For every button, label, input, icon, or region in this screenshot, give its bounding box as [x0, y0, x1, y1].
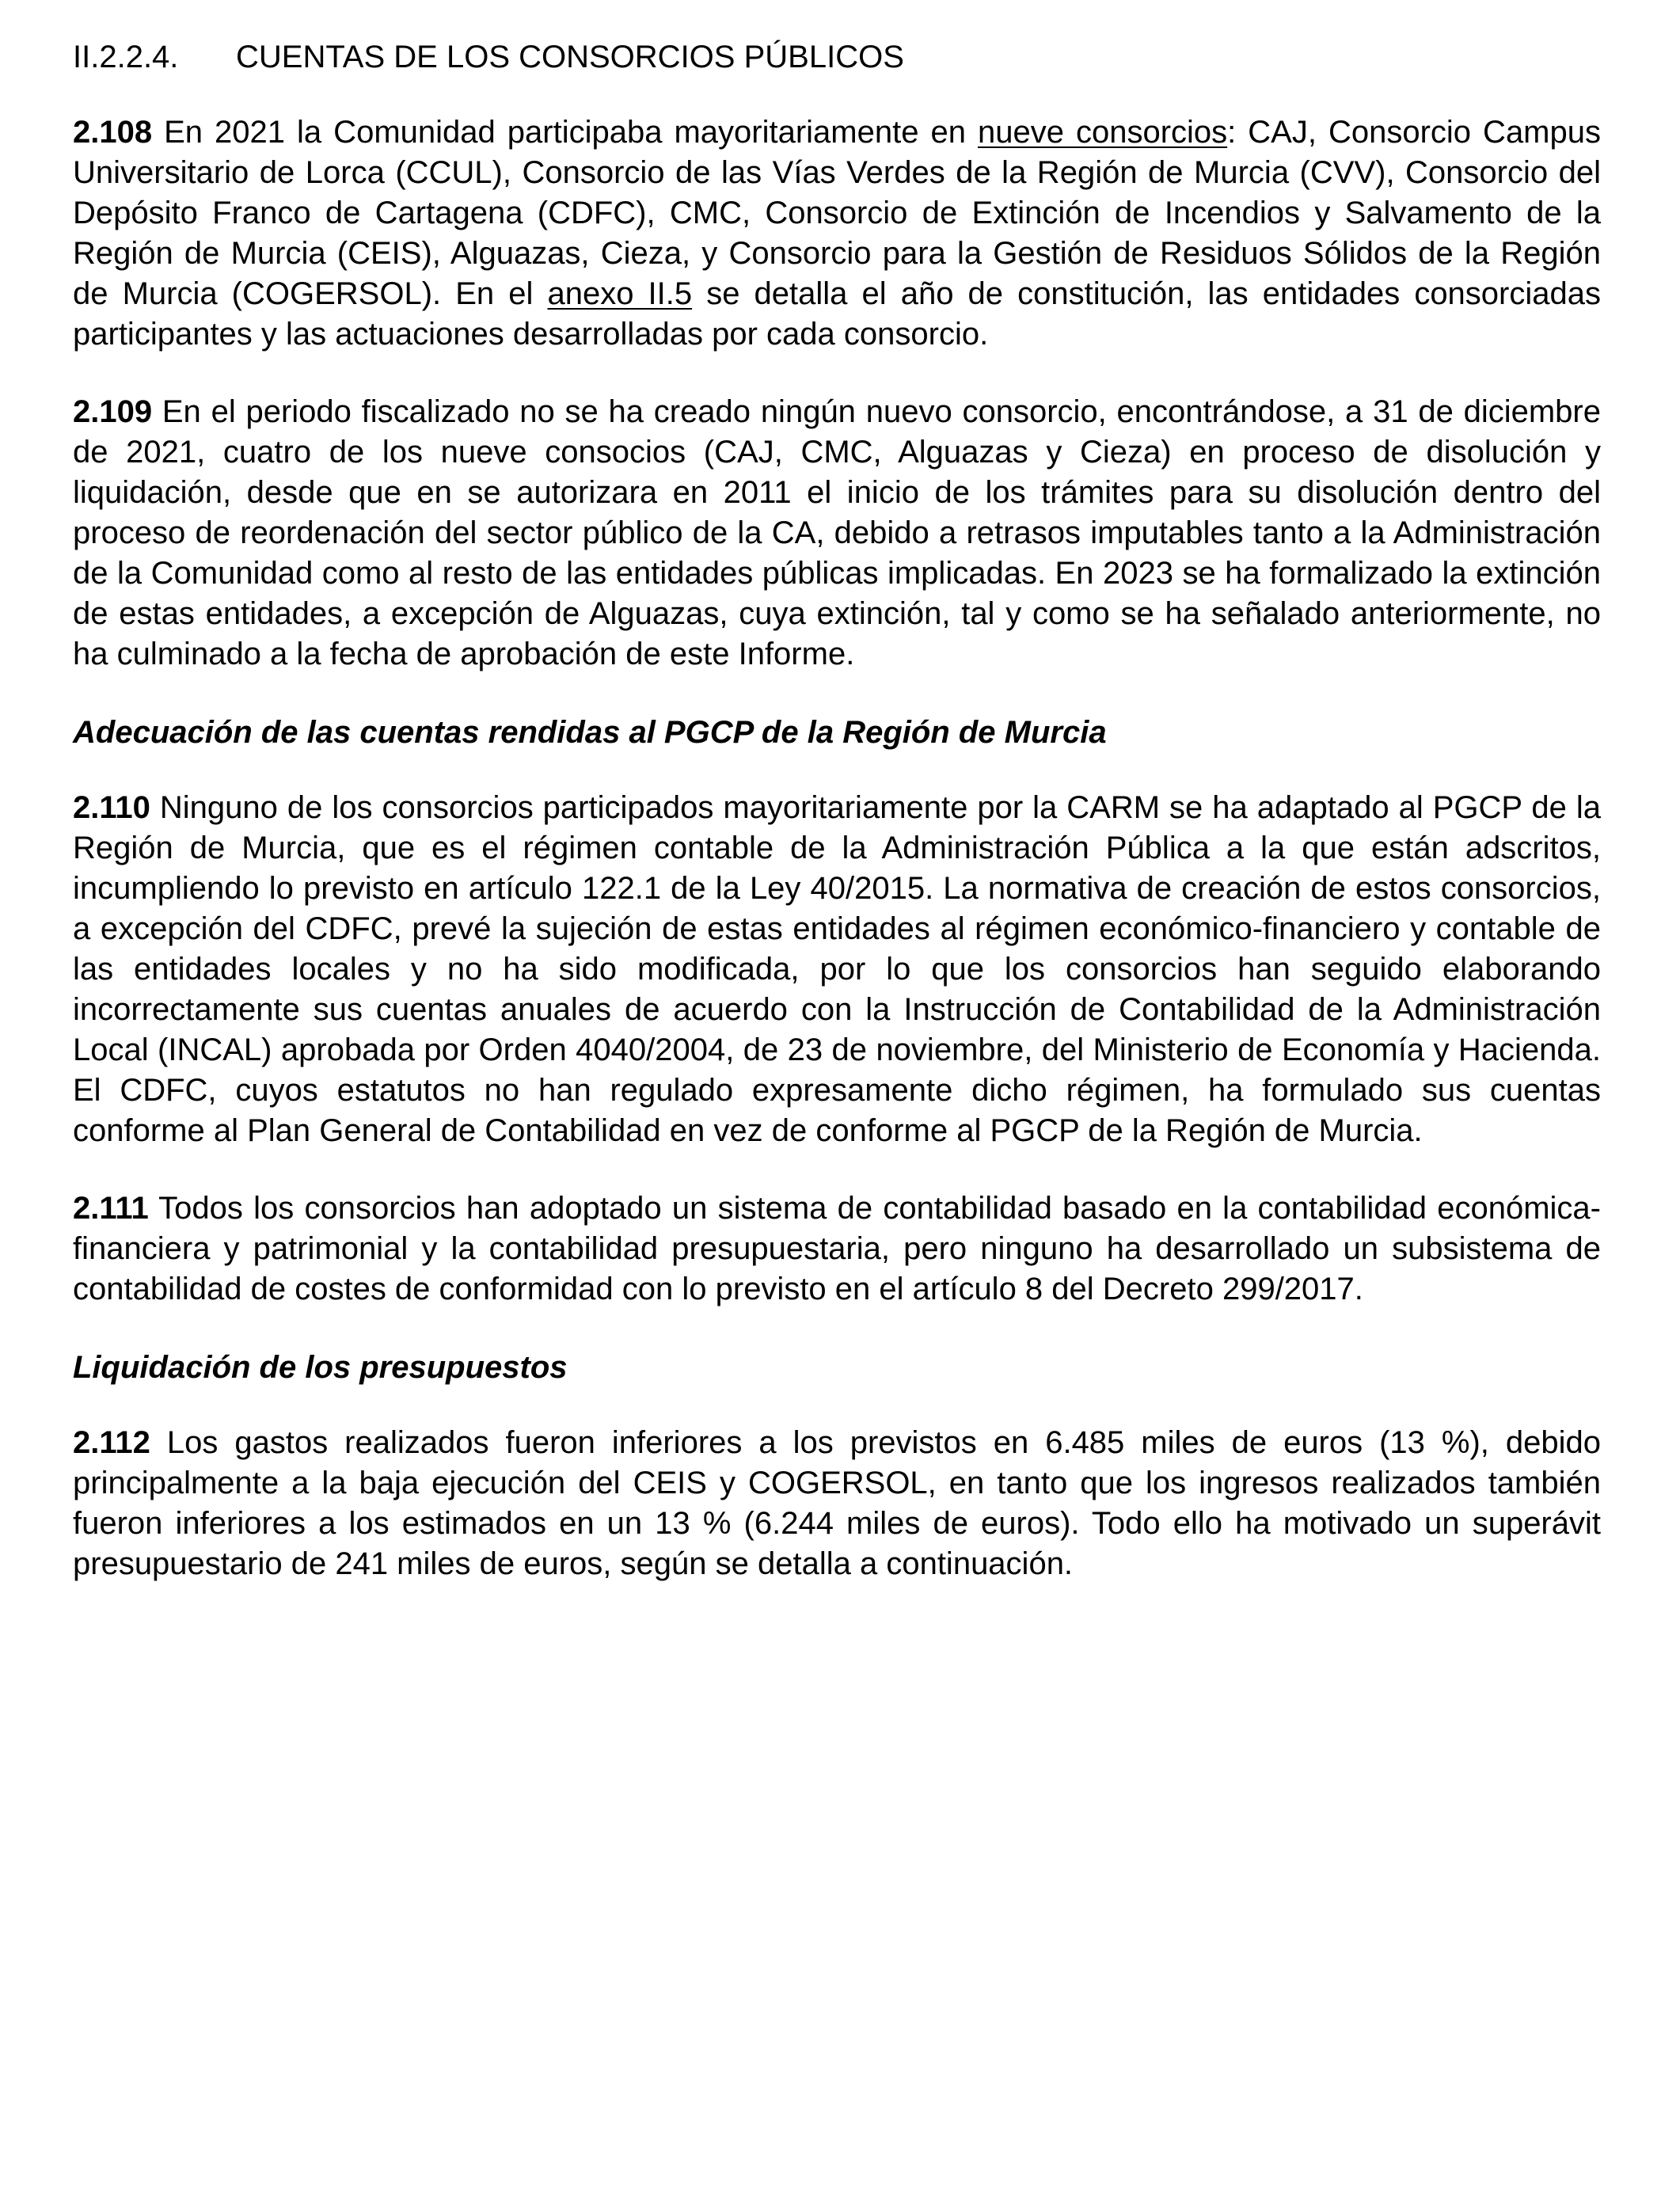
- anexo-link[interactable]: anexo II.5: [547, 276, 693, 311]
- document-page: [73, 36, 1601, 1622]
- paragraph-2-110: [73, 788, 1601, 1151]
- paragraph-text: Ninguno de los consorcios participados mayoritariamente por la CARM se ha adaptado al PGCP de la Región de Murcia, que es el régimen contable de la Administración Pública a la que están adscritos, incumpliendo lo previsto en artículo 122.1 de la Ley 40/2015. La normativa de creación de estos consorcios, a excepción del CDFC, prevé la sujeción de estas entidades al régimen económico-financiero y contable de las entidades locales y no ha sido modificada, por lo que los consorcios han seguido elaborando incorrectamente sus cuentas anuales de acuerdo con la Instrucción de Contabilidad de la Administración Local (INCAL) aprobada por Orden 4040/2004, de 23 de noviembre, del Ministerio de Economía y Hacienda. El CDFC, cuyos estatutos no han regulado expresamente dicho régimen, ha formulado sus cuentas conforme al Plan General de Contabilidad en vez de conforme al PGCP de la Región de Murcia.: [73, 790, 1601, 1148]
- section-heading: CUENTAS DE LOS CONSORCIOS PÚBLICOS: [236, 40, 904, 74]
- paragraph-text: se detalla el año de constitución, las entidades consorciadas participantes y las actuaciones desarrolladas por cada consorcio.: [73, 276, 1601, 352]
- subheading-adecuacion: Adecuación de las cuentas rendidas al PGCP de la Región de Murcia: [73, 715, 1107, 750]
- subheading-liquidacion: Liquidación de los presupuestos: [73, 1350, 568, 1385]
- paragraph-number: 2.112: [73, 1425, 150, 1460]
- paragraph-2-109: [73, 392, 1601, 675]
- paragraph-text: En el periodo fiscalizado no se ha creado ningún nuevo consorcio, encontrándose, a 31 de diciembre de 2021, cuatro de los nueve consocios (CAJ, CMC, Alguazas y Cieza) en proceso de disolución y liquidación, desde que en se autorizara en 2011 el inicio de los trámites para su disolución dentro del proceso de reordenación del sector público de la CA, debido a retrasos imputables tanto a la Administración de la Comunidad como al resto de las entidades públicas implicadas. En 2023 se ha formalizado la extinción de estas entidades, a excepción de Alguazas, cuya extinción, tal y como se ha señalado anteriormente, no ha culminado a la fecha de aprobación de este Informe.: [73, 394, 1601, 671]
- paragraph-2-111: [73, 1188, 1601, 1310]
- nueve-consorcios-link[interactable]: nueve consorcios: [977, 115, 1228, 150]
- paragraph-2-108: [73, 112, 1601, 355]
- paragraph-2-112: [73, 1423, 1601, 1584]
- paragraph-number: 2.108: [73, 115, 153, 150]
- paragraph-text: Los gastos realizados fueron inferiores a los previstos en 6.485 miles de euros (13 %), debido principalmente a la baja ejecución del CEIS y COGERSOL, en tanto que los ingresos realizados también fueron inferiores a los estimados en un 13 % (6.244 miles de euros). Todo ello ha motivado un superávit presupuestario de 241 miles de euros, según se detalla a continuación.: [73, 1425, 1601, 1581]
- section-number: II.2.2.4.: [73, 40, 179, 74]
- paragraph-number: 2.111: [73, 1191, 149, 1226]
- paragraph-text: En 2021 la Comunidad participaba mayoritariamente en: [152, 115, 978, 150]
- paragraph-number: 2.109: [73, 394, 153, 429]
- paragraph-text: : CAJ, Consorcio Campus Universitario de Lorca (CCUL), Consorcio de las Vías Verdes de la Región de Murcia (CVV), Consorcio del Depósito Franco de Cartagena (CDFC), CMC, Consorcio de Extinción de Incendios y Salvamento de la Región de Murcia (CEIS), Alguazas, Cieza, y Consorcio para la Gestión de Residuos Sólidos de la Región de Murcia (COGERSOL). En el: [73, 115, 1601, 311]
- paragraph-number: 2.110: [73, 790, 150, 825]
- paragraph-text: Todos los consorcios han adoptado un sistema de contabilidad basado en la contabilidad económica-financiera y patrimonial y la contabilidad presupuestaria, pero ninguno ha desarrollado un subsistema de contabilidad de costes de conformidad con lo previsto en el artículo 8 del Decreto 299/2017.: [73, 1191, 1601, 1306]
- section-title: [73, 36, 1601, 78]
